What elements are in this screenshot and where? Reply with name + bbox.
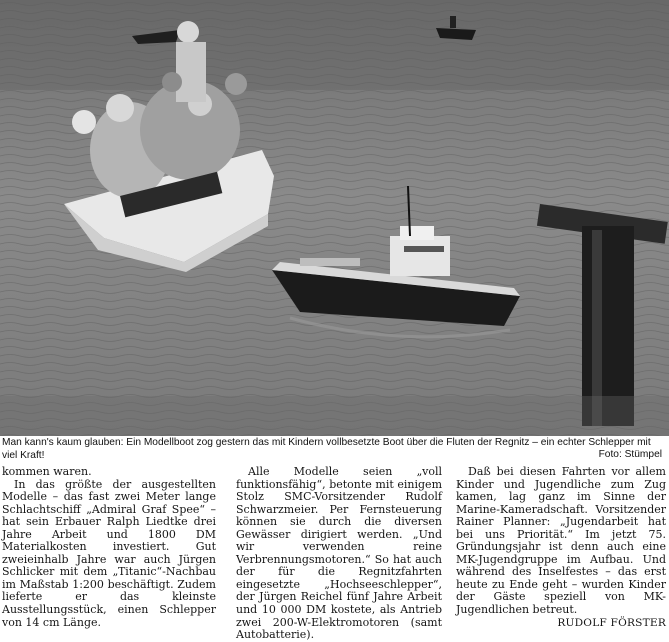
article-column-1 bbox=[2, 466, 216, 629]
caption-text: Man kann's kaum glauben: Ein Modellboot zog gestern das mit Kindern vollbesetzte Boot über die Fluten der Regnitz – ein echter Schlepper mit viel Kraft! bbox=[2, 437, 651, 461]
photo-caption bbox=[2, 437, 666, 465]
article-paragraph: kommen waren. bbox=[2, 465, 92, 478]
article-column-3 bbox=[456, 466, 666, 629]
photo-credit: Foto: Stümpel bbox=[598, 449, 662, 460]
article-paragraph: Daß bei diesen Fahrten vor allem Kinder und Jugendliche zum Zug kamen, lag ganz im Sinne der Marine-Kameradschaft. Vorsitzender Rainer Planner: „Jugendarbeit hat bei uns Priorität.“ Im jetzt 75. Gründungsjahr ist denn auch eine MK-Jugendgruppe im Aufbau. Und während des Inselfestes – das erst heute zu Ende geht – wurden Kinder der Gäste speziell von MK-Jugendlichen betreut. bbox=[456, 465, 666, 617]
article-paragraph: Alle Modelle seien „voll funktionsfähig“, betonte mit einigem Stolz SMC-Vorsitzender Rudolf Schwarzmeier. Per Fernsteuerung können sie durch die diversen Gewässer dirigiert werden. „Und wir verwenden reine Verbrennungsmotoren.“ So hat auch der für die Regnitzfahrten eingesetzte „Hochseeschlepper“, der Jürgen Reichel fünf Jahre Arbeit und 10 000 DM kostete, als Antrieb zwei 200-W-Elektromotoren (samt Autobatterie). bbox=[236, 465, 442, 642]
article-paragraph: In das größte der ausgestellten Modelle – das fast zwei Meter lange Schlachtschiff „Admiral Graf Spee“ – hat sein Erbauer Ralph Liedtke drei Jahre Arbeit und 1800 DM Materialkosten investiert. Gut zweieinhalb Jahre war auch Jürgen Schlicker mit dem „Titanic“-Nachbau im Maßstab 1:200 beschäftigt. Zudem lieferte er das kleinste Ausstellungsstück, einen Schlepper von 14 cm Länge. bbox=[2, 477, 216, 629]
article-column-2 bbox=[236, 466, 442, 642]
article-author: RUDOLF FÖRSTER bbox=[557, 616, 666, 629]
